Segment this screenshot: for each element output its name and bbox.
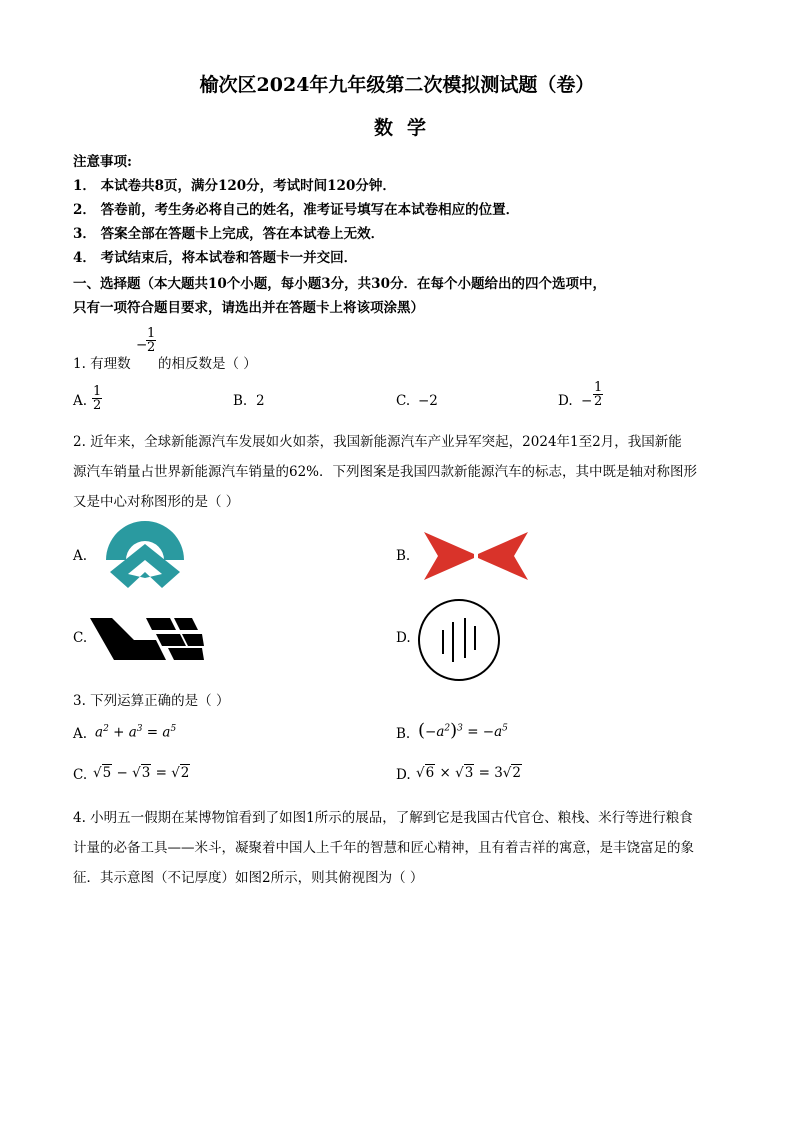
section-heading-cont: 只有一项符合题目要求，请选出并在答题卡上将该项涂黑） <box>73 300 424 316</box>
q3-option-a-formula: $a^2 + a^3 = a^5$ <box>95 724 177 741</box>
q1-option-b-label: B. <box>233 393 248 409</box>
q4-line: 征．其示意图（不记厚度）如图2所示，则其俯视图为（ ） <box>73 870 424 886</box>
q1-option-a-label: A. <box>73 393 88 409</box>
logo-a-icon <box>104 520 186 592</box>
q4-line: 计量的必备工具——米斗，凝聚着中国人上千年的智慧和匠心精神，且有着吉祥的寓意，是丰饶富足的象 <box>73 840 694 856</box>
numerator: 1 <box>93 384 102 399</box>
section-heading: 一、选择题（本大题共10个小题，每小题3分，共30分．在每个小题给出的四个选项中， <box>73 276 606 292</box>
q3-option-d-label: D. <box>396 767 411 783</box>
q3-stem: 3. 下列运算正确的是（ ） <box>73 693 230 709</box>
denominator: 2 <box>93 398 102 413</box>
minus-sign: − <box>136 337 148 353</box>
page-title: 榆次区2024年九年级第二次模拟测试题（卷） <box>199 74 595 96</box>
logo-b-icon <box>424 532 528 580</box>
q1-option-d-fraction <box>593 381 603 408</box>
numerator: 1 <box>147 326 156 341</box>
q2-option-d-label: D. <box>396 630 411 646</box>
q3-option-a-label: A. <box>73 726 88 742</box>
notice-item: 3． 答案全部在答题卡上完成，答在本试卷上无效． <box>73 226 385 242</box>
q2-line: 2. 近年来，全球新能源汽车发展如火如荼，我国新能源汽车产业异军突起，2024年1至2月，我国新能 <box>73 434 682 450</box>
numerator: 1 <box>594 380 603 395</box>
logo-d-icon <box>417 598 501 682</box>
q1-prefix: 1. 有理数 <box>73 356 131 372</box>
notice-item: 4． 考试结束后，将本试卷和答题卡一并交回． <box>73 250 358 266</box>
q4-line: 4. 小明五一假期在某博物馆看到了如图1所示的展品，了解到它是我国古代官仓、粮栈、米行等进行粮食 <box>73 810 693 826</box>
notice-heading: 注意事项: <box>73 154 132 170</box>
q3-option-b-formula: $(-a^2)^3 = -a^5$ <box>418 720 508 741</box>
denominator: 2 <box>594 394 603 409</box>
notice-item: 2． 答卷前，考生务必将自己的姓名，准考证号填写在本试卷相应的位置． <box>73 202 520 218</box>
q3-option-d-formula: √6 × √3 = 3√2 <box>416 765 521 781</box>
logo-c-icon <box>90 616 204 662</box>
q2-option-a-label: A. <box>73 548 88 564</box>
notice-item: 1． 本试卷共8页，满分120分，考试时间120分钟． <box>73 178 396 194</box>
q2-option-b-label: B. <box>396 548 411 564</box>
q2-option-c-label: C. <box>73 630 88 646</box>
q1-option-c-value: −2 <box>418 393 438 409</box>
q3-option-b-label: B. <box>396 726 411 742</box>
q1-option-d-label: D. <box>558 393 573 409</box>
q2-line: 源汽车销量占世界新能源汽车销量的62%．下列图案是我国四款新能源汽车的标志，其中既是轴对称图形 <box>73 464 698 480</box>
q1-option-a-fraction <box>92 385 102 412</box>
q2-line: 又是中心对称图形的是（ ） <box>73 494 240 510</box>
subject-title: 数学 <box>373 117 440 139</box>
fraction <box>146 327 156 354</box>
q1-option-b-value: 2 <box>256 393 265 409</box>
q1-option-c-label: C. <box>396 393 411 409</box>
denominator: 2 <box>147 340 156 355</box>
q3-option-c-formula: √5 − √3 = √2 <box>93 765 190 781</box>
q1-suffix: 的相反数是（ ） <box>158 356 257 372</box>
q1-option-d-minus: − <box>581 393 593 409</box>
q3-option-c-label: C. <box>73 767 88 783</box>
